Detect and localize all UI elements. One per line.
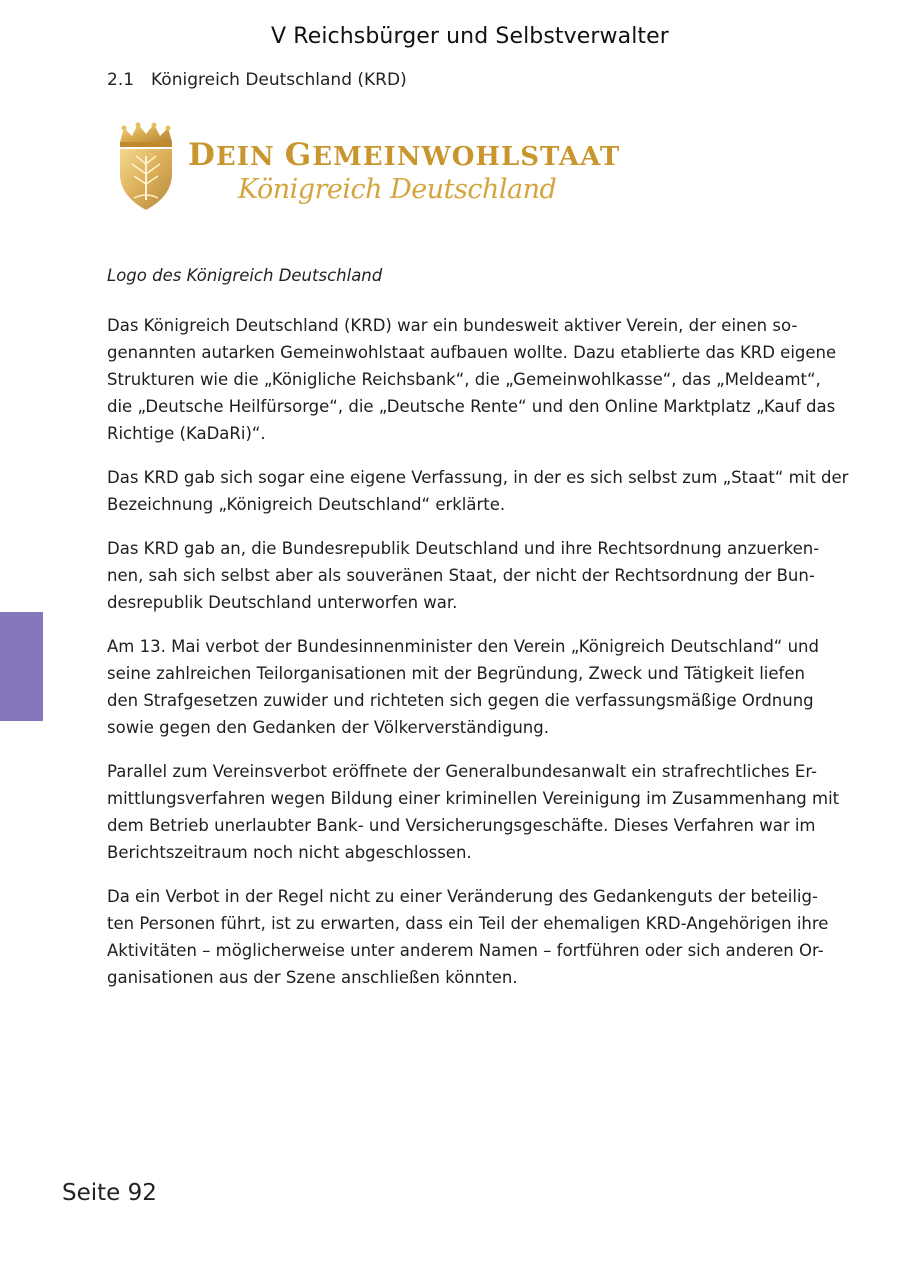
text-line: mittlungsverfahren wegen Bildung einer kriminellen Vereinigung im Zusammenhang mit xyxy=(107,789,840,808)
body-text xyxy=(107,312,849,1008)
text-line: sowie gegen den Gedanken der Völkerverständigung. xyxy=(107,718,549,737)
text-line: Bezeichnung „Königreich Deutschland“ erklärte. xyxy=(107,495,506,514)
text-line: seine zahlreichen Teilorganisationen mit der Begründung, Zweck und Tätigkeit liefen xyxy=(107,664,805,683)
paragraph xyxy=(107,633,837,741)
paragraph xyxy=(107,464,849,518)
text-line: Strukturen wie die „Königliche Reichsbank“, die „Gemeinwohlkasse“, das „Meldeamt“, xyxy=(107,370,821,389)
text-line: Berichtszeitraum noch nicht abgeschlossen. xyxy=(107,843,472,862)
paragraph xyxy=(107,312,837,447)
text-line: Das KRD gab sich sogar eine eigene Verfassung, in der es sich selbst zum „Staat“ mit der xyxy=(107,468,849,487)
figure-caption: Logo des Königreich Deutschland xyxy=(107,266,383,285)
text-line: Das KRD gab an, die Bundesrepublik Deutschland und ihre Rechtsordnung anzuerken- xyxy=(107,539,820,558)
text-line: Das Königreich Deutschland (KRD) war ein bundesweit aktiver Verein, der einen so- xyxy=(107,316,798,335)
text-line: desrepublik Deutschland unterworfen war. xyxy=(107,593,458,612)
text-line: Da ein Verbot in der Regel nicht zu einer Veränderung des Gedankenguts der beteilig- xyxy=(107,887,818,906)
text-line: dem Betrieb unerlaubter Bank- und Versicherungsgeschäfte. Dieses Verfahren war im xyxy=(107,816,816,835)
text-line: Richtige (KaDaRi)“. xyxy=(107,424,266,443)
page-number: Seite 92 xyxy=(62,1180,157,1206)
text-line: die „Deutsche Heilfürsorge“, die „Deutsche Rente“ und den Online Marktplatz „Kauf das xyxy=(107,397,836,416)
logo-subtitle: Königreich Deutschland xyxy=(238,174,557,205)
logo-title: DEIN GEMEINWOHLSTAAT xyxy=(188,137,621,173)
text-line: nen, sah sich selbst aber als souveränen Staat, der nicht der Rechtsordnung der Bun- xyxy=(107,566,815,585)
crown-shield-icon xyxy=(114,122,178,214)
text-line: Am 13. Mai verbot der Bundesinnenminister den Verein „Königreich Deutschland“ und xyxy=(107,637,819,656)
section-heading xyxy=(107,70,407,90)
text-line: genannten autarken Gemeinwohlstaat aufbauen wollte. Dazu etablierte das KRD eigene xyxy=(107,343,837,362)
section-number: 2.1 xyxy=(107,70,135,90)
text-line: Aktivitäten – möglicherweise unter anderem Namen – fortführen oder sich anderen Or- xyxy=(107,941,824,960)
text-line: Parallel zum Vereinsverbot eröffnete der Generalbundesanwalt ein strafrechtliches Er- xyxy=(107,762,817,781)
paragraph xyxy=(107,758,840,866)
section-title: Königreich Deutschland (KRD) xyxy=(151,70,407,90)
krd-logo xyxy=(114,122,621,214)
text-line: ten Personen führt, ist zu erwarten, dass ein Teil der ehemaligen KRD-Angehörigen ihre xyxy=(107,914,829,933)
paragraph xyxy=(107,535,837,616)
chapter-title: V Reichsbürger und Selbstverwalter xyxy=(271,24,669,49)
chapter-side-tab xyxy=(0,612,43,721)
text-line: den Strafgesetzen zuwider und richteten sich gegen die verfassungsmäßige Ordnung xyxy=(107,691,814,710)
text-line: ganisationen aus der Szene anschließen könnten. xyxy=(107,968,518,987)
paragraph xyxy=(107,883,837,991)
